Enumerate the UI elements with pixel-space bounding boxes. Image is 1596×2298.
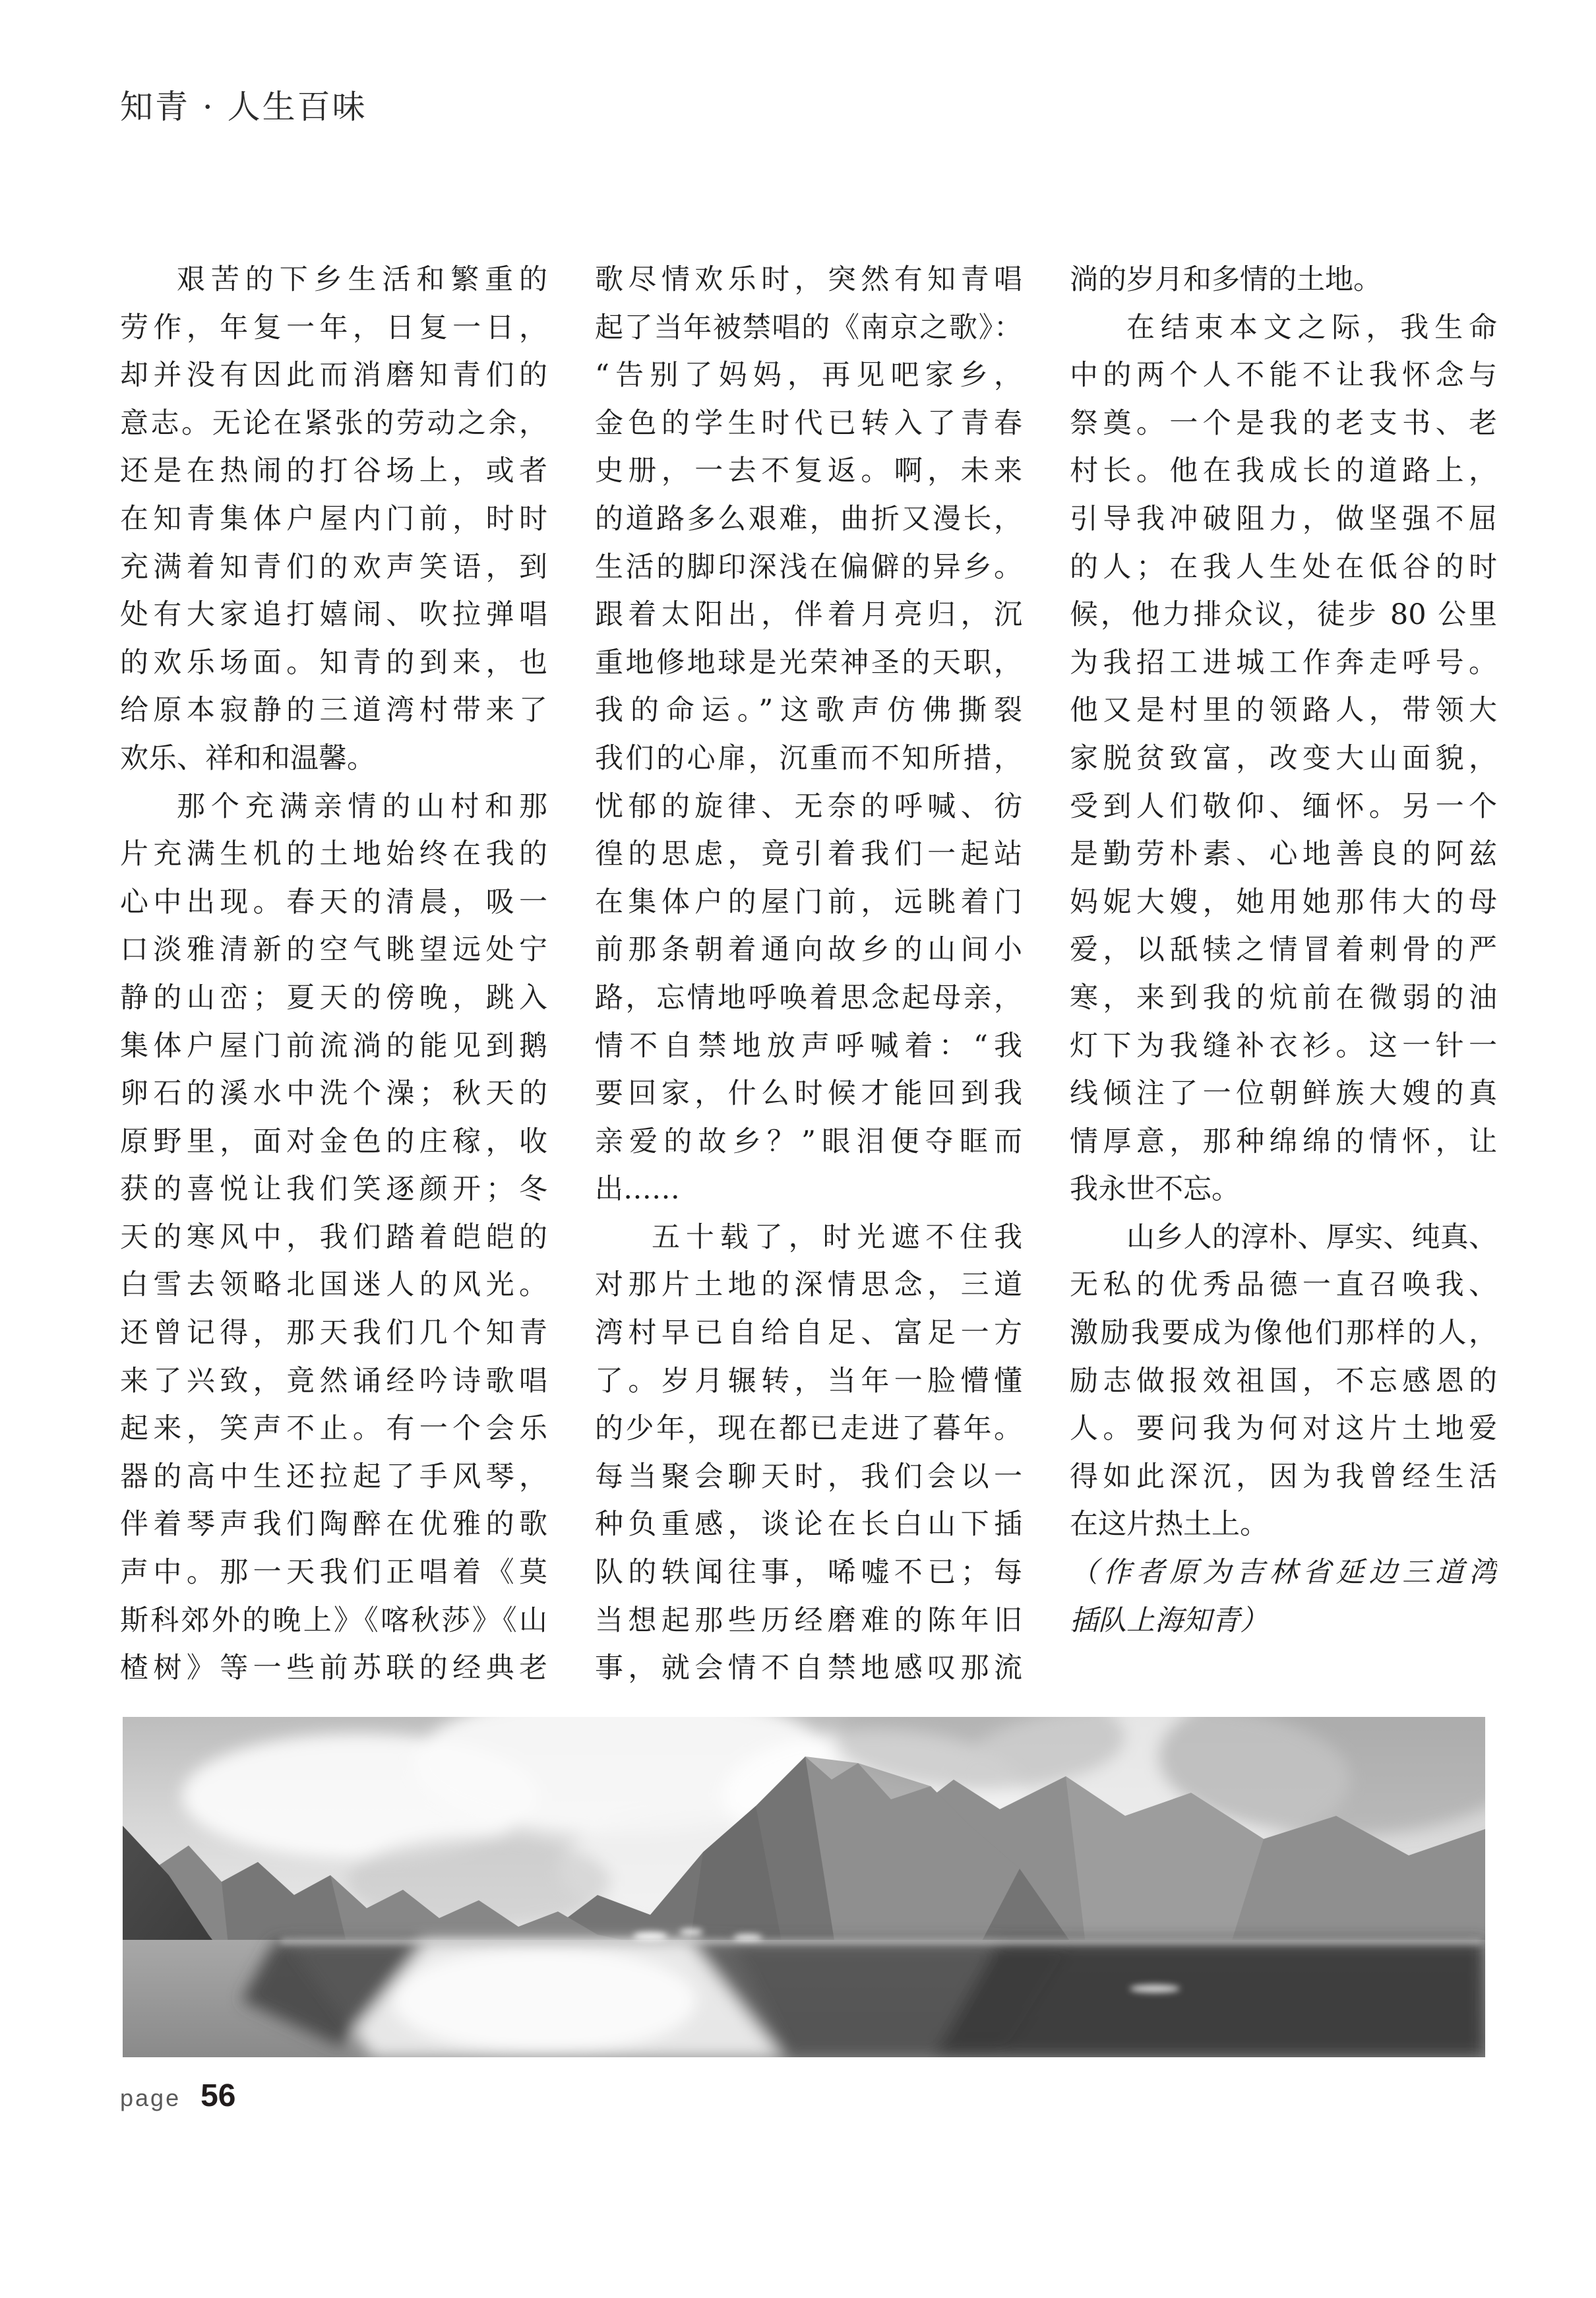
text-line: 山乡人的淳朴、厚实、纯真、 xyxy=(1126,1220,1497,1254)
text-line: 受到人们敬仰、缅怀。另一个 xyxy=(1070,790,1497,823)
text-line: 每当聚会聊天时，我们会以一 xyxy=(595,1460,1022,1493)
text-line: 祭奠。一个是我的老支书、老 xyxy=(1070,406,1497,440)
text-line: 心中出现。春天的清晨，吸一 xyxy=(120,885,547,919)
text-line: 我们的心扉，沉重而不知所措， xyxy=(595,741,1022,775)
text-line: 意志。无论在紧张的劳动之余， xyxy=(120,406,547,440)
text-line: 当想起那些历经磨难的陈年旧 xyxy=(595,1603,1022,1637)
text-line: 候，他力排众议，徒步 80 公里 xyxy=(1070,598,1497,632)
page-label: page xyxy=(120,2084,181,2111)
text-column-3 xyxy=(1070,256,1497,1692)
text-line: 的道路多么艰难，曲折又漫长， xyxy=(595,502,1022,536)
text-line: 获的喜悦让我们笑逐颜开；冬 xyxy=(120,1173,547,1206)
text-line: 对那片土地的深情思念，三道 xyxy=(595,1268,1022,1302)
text-column-2 xyxy=(595,256,1022,1692)
text-line: 要回家，什么时候才能回到我 xyxy=(595,1077,1022,1111)
text-line: 了。岁月辗转，当年一脸懵懂 xyxy=(595,1364,1022,1398)
text-line: 给原本寂静的三道湾村带来了 xyxy=(120,694,547,728)
text-line: 声中。那一天我们正唱着《莫 xyxy=(120,1556,547,1590)
lake xyxy=(123,1929,1485,2057)
text-line: 五十载了，时光遮不住我 xyxy=(652,1220,1022,1254)
text-line: 跟着太阳出，伴着月亮归，沉 xyxy=(595,598,1022,632)
text-line: 灯下为我缝补衣衫。这一针一 xyxy=(1070,1029,1497,1063)
text-line: 的人；在我人生处在低谷的时 xyxy=(1070,550,1497,584)
text-line: 徨的思虑，竟引着我们一起站 xyxy=(595,838,1022,871)
text-line: 前那条朝着通向故乡的山间小 xyxy=(595,933,1022,967)
text-line: 线倾注了一位朝鲜族大嫂的真 xyxy=(1070,1077,1497,1111)
text-line: 的少年，现在都已走进了暮年。 xyxy=(595,1412,1022,1446)
text-line: 来了兴致，竟然诵经吟诗歌唱 xyxy=(120,1364,547,1398)
text-line: 白雪去领略北国迷人的风光。 xyxy=(120,1268,547,1302)
text-line: 器的高中生还拉起了手风琴， xyxy=(120,1460,547,1493)
text-column-1 xyxy=(120,256,547,1692)
text-line: 天的寒风中，我们踏着皑皑的 xyxy=(120,1220,547,1254)
text-line: 艰苦的下乡生活和繁重的 xyxy=(177,263,547,296)
text-line: 史册，一去不复返。啊，未来 xyxy=(595,454,1022,488)
landscape-photo xyxy=(123,1717,1485,2057)
text-line: 激励我要成为像他们那样的人， xyxy=(1070,1317,1497,1350)
text-line: 静的山峦；夏天的傍晚，跳入 xyxy=(120,981,547,1014)
page-footer xyxy=(120,2078,235,2114)
text-line: （作者原为吉林省延边三道湾 xyxy=(1070,1556,1497,1590)
text-line: 情不自禁地放声呼喊着：“我 xyxy=(595,1029,1022,1063)
text-line: 出…… xyxy=(595,1173,680,1206)
text-line: 忧郁的旋律、无奈的呼喊、彷 xyxy=(595,790,1022,823)
text-line: 在这片热土上。 xyxy=(1070,1508,1268,1541)
text-line: 处有大家追打嬉闹、吹拉弹唱 xyxy=(120,598,547,632)
page-number: 56 xyxy=(200,2078,236,2113)
text-line: 村长。他在我成长的道路上， xyxy=(1070,454,1497,488)
text-line: 路，忘情地呼唤着思念起母亲， xyxy=(595,981,1022,1014)
text-line: 种负重感，谈论在长白山下插 xyxy=(595,1508,1022,1541)
text-line: 还是在热闹的打谷场上，或者 xyxy=(120,454,547,488)
text-line: 口淡雅清新的空气眺望远处宁 xyxy=(120,933,547,967)
text-line: 家脱贫致富，改变大山面貌， xyxy=(1070,741,1497,775)
section-header: 知青 · 人生百味 xyxy=(120,88,367,126)
text-line: 在知青集体户屋内门前，时时 xyxy=(120,502,547,536)
text-line: 劳作，年复一年，日复一日， xyxy=(120,311,547,344)
text-line: 的欢乐场面。知青的到来，也 xyxy=(120,646,547,679)
text-line: 却并没有因此而消磨知青们的 xyxy=(120,359,547,392)
text-line: 还曾记得，那天我们几个知青 xyxy=(120,1317,547,1350)
text-line: 寒，来到我的炕前在微弱的油 xyxy=(1070,981,1497,1014)
text-line: 片充满生机的土地始终在我的 xyxy=(120,838,547,871)
text-line: 原野里，面对金色的庄稼，收 xyxy=(120,1125,547,1158)
text-line: 斯科郊外的晚上》《喀秋莎》《山 xyxy=(120,1603,547,1637)
text-line: 励志做报效祖国，不忘感恩的 xyxy=(1070,1364,1497,1398)
text-line: 金色的学生时代已转入了青春 xyxy=(595,406,1022,440)
article-body xyxy=(120,256,1497,1692)
text-line: 插队上海知青） xyxy=(1070,1603,1268,1637)
text-line: 在集体户的屋门前，远眺着门 xyxy=(595,885,1022,919)
text-line: 中的两个人不能不让我怀念与 xyxy=(1070,359,1497,392)
text-line: 事，就会情不自禁地感叹那流 xyxy=(595,1652,1022,1685)
text-line: 淌的岁月和多情的土地。 xyxy=(1070,263,1382,296)
text-line: 亲爱的故乡？”眼泪便夺眶而 xyxy=(595,1125,1022,1158)
text-line: 引导我冲破阻力，做坚强不屈 xyxy=(1070,502,1497,536)
text-line: 我永世不忘。 xyxy=(1070,1173,1240,1206)
text-line: 在结束本文之际，我生命 xyxy=(1126,311,1497,344)
text-line: 那个充满亲情的山村和那 xyxy=(177,790,547,823)
text-line: “告别了妈妈，再见吧家乡， xyxy=(595,359,1022,392)
text-line: 人。要问我为何对这片土地爱 xyxy=(1070,1412,1497,1446)
text-line: 我的命运。”这歌声仿佛撕裂 xyxy=(595,694,1022,728)
text-line: 起来，笑声不止。有一个会乐 xyxy=(120,1412,547,1446)
text-line: 集体户屋门前流淌的能见到鹅 xyxy=(120,1029,547,1063)
text-line: 队的轶闻往事，唏嘘不已；每 xyxy=(595,1556,1022,1590)
text-line: 欢乐、祥和和温馨。 xyxy=(120,741,375,775)
text-line: 楂树》等一些前苏联的经典老 xyxy=(120,1652,547,1685)
text-line: 湾村早已自给自足、富足一方 xyxy=(595,1317,1022,1350)
text-line: 无私的优秀品德一直召唤我、 xyxy=(1070,1268,1497,1302)
text-line: 卵石的溪水中洗个澡；秋天的 xyxy=(120,1077,547,1111)
text-line: 生活的脚印深浅在偏僻的异乡。 xyxy=(595,550,1022,584)
text-line: 重地修地球是光荣神圣的天职， xyxy=(595,646,1022,679)
text-line: 情厚意，那种绵绵的情怀，让 xyxy=(1070,1125,1497,1158)
text-line: 起了当年被禁唱的《南京之歌》： xyxy=(595,311,1022,344)
text-line: 伴着琴声我们陶醉在优雅的歌 xyxy=(120,1508,547,1541)
text-line: 得如此深沉，因为我曾经生活 xyxy=(1070,1460,1497,1493)
text-line: 充满着知青们的欢声笑语，到 xyxy=(120,550,547,584)
text-line: 歌尽情欢乐时，突然有知青唱 xyxy=(595,263,1022,296)
text-line: 他又是村里的领路人，带领大 xyxy=(1070,694,1497,728)
text-line: 爱，以舐犊之情冒着刺骨的严 xyxy=(1070,933,1497,967)
text-line: 妈妮大嫂，她用她那伟大的母 xyxy=(1070,885,1497,919)
text-line: 是勤劳朴素、心地善良的阿兹 xyxy=(1070,838,1497,871)
text-line: 为我招工进城工作奔走呼号。 xyxy=(1070,646,1497,679)
heaven-lake-illustration xyxy=(123,1717,1485,2057)
